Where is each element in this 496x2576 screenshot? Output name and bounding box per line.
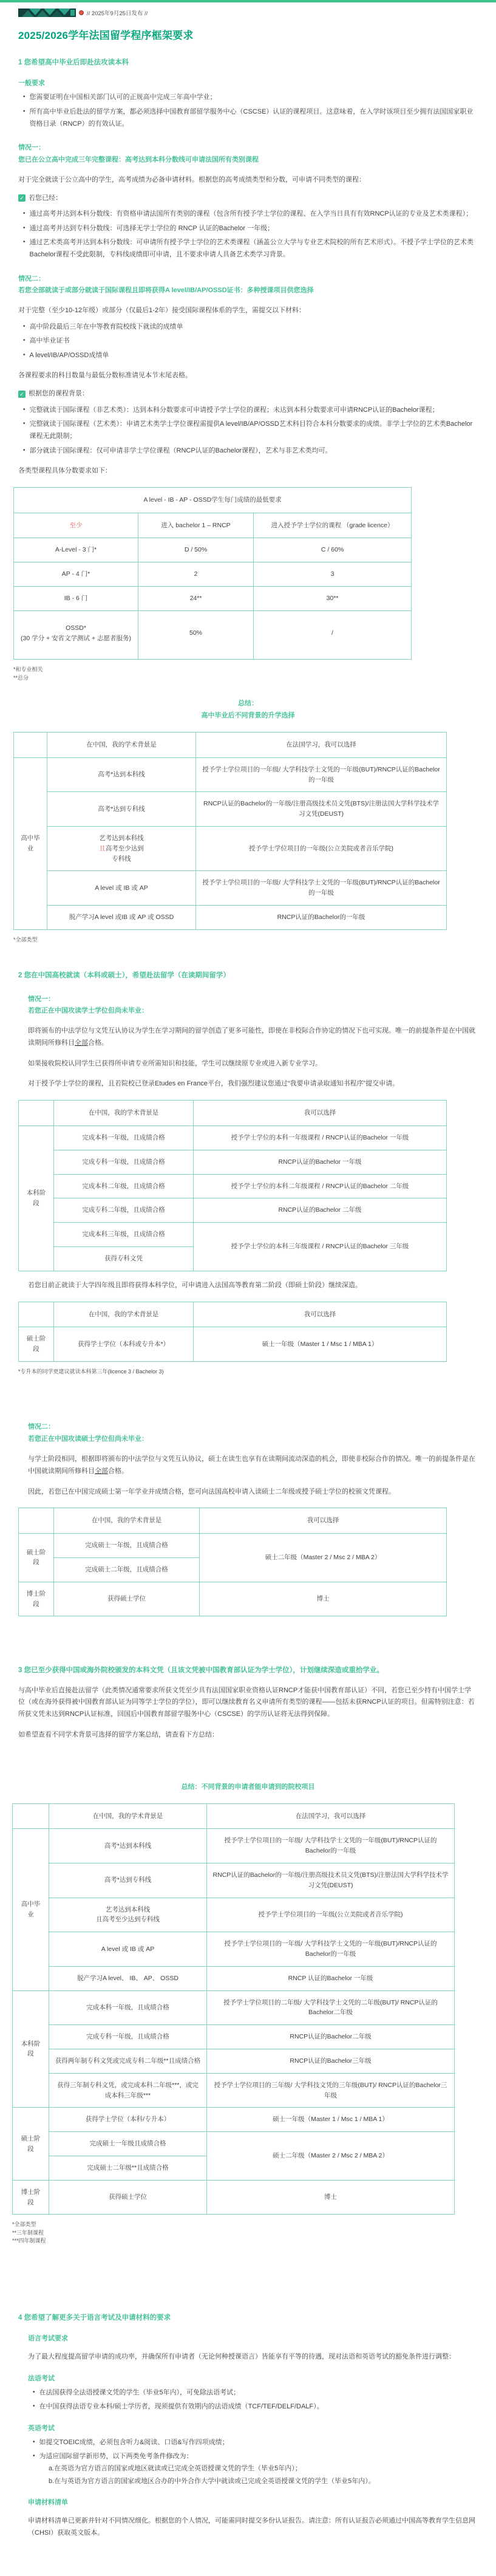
- list-item-text: 部分就读于国际课程：仅可申请非学士学位课程（RNCP认证的Bachelor课程），艺术与非艺术类均可。: [29, 446, 332, 454]
- bullet-icon: •: [23, 337, 25, 344]
- table-cell: 24**: [138, 587, 254, 611]
- list-item-text: 如提交TOEIC成绩，必须包含听力&阅读、口语&写作四项成绩；: [39, 2438, 229, 2446]
- footnote-line: *专升本的同学更建议就读本科第三年(licence 3 / Bachelor 3): [18, 1368, 164, 1375]
- table-cell: A level - IB - AP - OSSD学生每门成绩的最低要求: [14, 487, 412, 513]
- table-cell: AP - 4 门*: [14, 562, 138, 587]
- table-cell: 至少: [14, 513, 138, 538]
- table-cell: A-Level - 3 门*: [14, 538, 138, 562]
- paragraph: 如希望查看不同学术背景可选择的留学方案总结，请查看下方总结：: [18, 1731, 219, 1738]
- situation-line: 若您正在中国攻读学士学位但尚未毕业：: [28, 1006, 148, 1014]
- campus-france-logo: [18, 9, 76, 17]
- bullet-icon: •: [33, 2388, 35, 2396]
- list-item: [18, 236, 478, 261]
- list-item: [18, 404, 478, 416]
- table-cell: /: [254, 610, 412, 660]
- list-item-text: A level/IB/AP/OSSD成绩单: [29, 351, 109, 359]
- check-icon: ✓: [18, 194, 25, 202]
- spacer: [18, 1616, 478, 1650]
- list-item: [18, 222, 478, 234]
- list-item: [18, 321, 478, 333]
- table-cell: [13, 1803, 49, 1829]
- bullet-list: [28, 2436, 478, 2487]
- table-cell: 完成专科一年级，且成绩合格: [54, 1150, 194, 1174]
- bullet-icon: •: [23, 446, 25, 454]
- paragraph: 若您目前正就读于大学四年级且即将获得本科学位，可申请进入法国高等教育第二阶段（即硕士阶段）继续深造。: [28, 1281, 362, 1289]
- table-cell: 博士: [200, 1582, 447, 1616]
- summary-heading: [18, 1782, 478, 1794]
- list-item-text: 通过高考并达到本科分数线：有资格申请法国所有类别的课程（包含所有授予学士学位的课程、在入学当日具有有效RNCP认证的专业及艺术类课程）；: [29, 210, 473, 218]
- bachelor-stage-table: [18, 1100, 447, 1271]
- table-cell: 高考*达到本科线: [49, 1829, 207, 1864]
- table-wrap: [13, 487, 478, 660]
- summary-heading-line: 总结：: [238, 700, 258, 708]
- list-item-text: 所有高中毕业后赴法的留学方案，都必须选择中国教育部留学服务中心（CSCSE）认证的课程项目。这意味着，在入学时该项目至少拥有法国国家职业资格目录（RNCP）的有效认证。: [29, 108, 474, 128]
- table-cell: 高考*达到本科线: [47, 757, 196, 792]
- minimum-scores-table: [13, 487, 412, 660]
- check-text: 根据您的课程背景：: [29, 389, 89, 397]
- table-cell: 授予学士学位项目的一年级/ 大学科技学士文凭的一年级(BUT)/RNCP认证的Bachelor的一年级: [207, 1932, 455, 1967]
- table-cell: 授予学士学位项目的一年级(公立美院或者音乐学院): [207, 1898, 455, 1932]
- bullet-icon: •: [23, 210, 25, 217]
- check-icon: ✓: [18, 391, 25, 398]
- table-cell: RNCP认证的Bachelor的一年级: [196, 905, 447, 929]
- spacer: [18, 944, 478, 955]
- situation-heading: [28, 994, 478, 1017]
- table-cell: [19, 1302, 54, 1327]
- table-cell: 艺考达到本科线 且高考至少达到专科线: [49, 1898, 207, 1932]
- list-item-text: 高中阶段最后三年在中等教育院校线下就读的成绩单: [29, 323, 183, 331]
- document-header: [18, 9, 478, 17]
- bullet-icon: •: [23, 406, 25, 413]
- table-cell: [19, 1101, 54, 1126]
- highschool-summary-table: [13, 732, 447, 930]
- application-materials-heading: 申请材料清单: [28, 2498, 68, 2506]
- paragraph: 为了最大程度提高留学申请的成功率，并确保所有申请者（无论何种授课语言）皆能享有平等的待遇，现对法语和英语考试的豁免条件进行调整：: [28, 2353, 455, 2361]
- table-cell: 50%: [138, 610, 254, 660]
- french-test-heading: 法语考试: [28, 2374, 55, 2382]
- document-page: [0, 2, 496, 2576]
- table-cell: 博士: [207, 2180, 455, 2215]
- master-stage-table: [18, 1508, 447, 1616]
- list-item-text: 为适应国际留学新形势，以下两类免考条件修改为：: [39, 2452, 193, 2460]
- table-cell: 授予学士学位项目的一年级/ 大学科技学士文凭的一年级(BUT)/RNCP认证的Bachelor的一年级: [196, 871, 447, 906]
- table-cell: 博士阶段: [19, 1582, 54, 1616]
- paragraph: 申请材料清单已更新并针对不同情况细化。根据您的个人情况，可能需同时提交多份认证报告。请注意：所有认证报告必须通过中国高等教育学生信息网（CHSI）获取英文版本。: [28, 2516, 475, 2537]
- bullet-list: [28, 2386, 478, 2413]
- table-cell: 硕士一年级（Master 1 / Msc 1 / MBA 1）: [207, 2108, 455, 2132]
- list-item-text: 通过艺术类高考并达到本科分数线：可申请所有授予学士学位的艺术类课程（涵盖公立大学与专业艺术院校的所有艺术形式）。不授予学士学位的艺术类Bachelor课程不受此限制，专科线成绩即可申请，且不要求申请人具备艺术类学习背景。: [29, 239, 474, 259]
- footnote-line: **总分: [13, 674, 29, 681]
- situation-heading: [18, 142, 478, 166]
- table-cell: 高考*达到专科线: [49, 1863, 207, 1898]
- list-item: [18, 91, 478, 103]
- table-cell: RNCP认证的Bachelor 二年级: [194, 1198, 447, 1223]
- spacer: [18, 1741, 478, 1766]
- table-cell: 获得硕士学位: [54, 1582, 200, 1616]
- list-item-text: 高中毕业证书: [29, 337, 70, 345]
- list-item: [18, 418, 478, 443]
- table-cell: 授予学士学位项目的一年级/ 大学科技学士文凭的一年级(BUT)/RNCP认证的Bachelor的一年级: [207, 1829, 455, 1864]
- summary-heading-line: 总结：不同背景的申请者能申请到的院校项目: [181, 1783, 315, 1791]
- table-cell: 脱产学习A level 或IB 或 AP 或 OSSD: [47, 905, 196, 929]
- bullet-list: [18, 91, 478, 130]
- situation-line: 若您正在中国攻读硕士学位但尚未毕业：: [28, 1435, 148, 1443]
- section-2-title: 2 您在中国高校就读（本科或硕士），希望赴法留学（在读期间留学）: [18, 972, 230, 980]
- table-cell: 完成本科二年级，且成绩合格: [54, 1174, 194, 1198]
- list-item: [28, 2450, 478, 2462]
- table-cell: 3: [254, 562, 412, 587]
- table-cell: 博士阶段: [13, 2180, 49, 2215]
- footnote: [18, 1368, 478, 1376]
- section-4-title: 4 您希望了解更多关于语言考试及申请材料的要求: [18, 2314, 171, 2321]
- table-wrap: [13, 732, 478, 930]
- footnote-line: ***四年制课程: [12, 2238, 46, 2244]
- table-cell: 授予学士学位的本科三年级课程 / RNCP认证的Bachelor 三年级: [194, 1223, 447, 1271]
- table-cell: 在法国学习，我可以选择: [207, 1803, 455, 1829]
- paragraph: 如果接收院校认同学生已获得所申请专业所需知识和技能，学生可以继续原专业或进入新专业学习。: [28, 1059, 322, 1067]
- table-cell: RNCP认证的Bachelor二年级: [207, 2025, 455, 2049]
- bullet-icon: •: [23, 351, 25, 358]
- situation-line: 情况一：: [18, 144, 45, 152]
- table-wrap: [18, 1508, 478, 1616]
- bullet-icon: •: [23, 94, 25, 101]
- check-line: [18, 193, 478, 205]
- table-cell: A level 或 IB 或 AP: [49, 1932, 207, 1967]
- bullet-icon: •: [33, 2438, 35, 2445]
- table-cell: 脱产学习A level、 IB、 AP、 OSSD: [49, 1966, 207, 1990]
- table-cell: 完成硕士二年级**且成绩合格: [49, 2156, 207, 2180]
- situation-line: 若您全部就读于或部分就读于国际课程且即将获得A level/IB/AP/OSSD证书：多种授课项目供您选择: [18, 287, 314, 294]
- footnote-line: **三年制课程: [12, 2229, 44, 2236]
- table-cell: 授予学士学位项目的三年级/ 大学科技文凭的三年级(BUT)/ RNCP认证的Bachelor三年级: [207, 2073, 455, 2108]
- table-cell: 进入 bachelor 1 – RNCP: [138, 513, 254, 538]
- red-dot-icon: [79, 10, 84, 15]
- table-cell: RNCP认证的Bachelor 一年级: [194, 1150, 447, 1174]
- table-cell: 获得两年制专科文凭或完成专科二年级**且成绩合格: [49, 2049, 207, 2073]
- table-cell: RNCP认证的Bachelor三年级: [207, 2049, 455, 2073]
- list-item: [18, 106, 478, 131]
- table-cell: 我可以选择: [194, 1101, 447, 1126]
- table-wrap: [18, 1100, 478, 1271]
- paragraph: 与学士阶段相同，根据即将颁布的中法学位与文凭互认协议，硕士在读生也享有在读期间流动深造的机会，即使非校际合作的情况。唯一的前提条件是在中国就读期间所修科目全部合格。: [28, 1455, 475, 1475]
- bullet-icon: •: [23, 108, 25, 115]
- table-cell: 本科阶段: [19, 1126, 54, 1271]
- table-cell: 授予学士学位的本科二年级课程 / RNCP认证的Bachelor 二年级: [194, 1174, 447, 1198]
- global-summary-table: [12, 1803, 455, 2215]
- paragraph: 与高中毕业后直接赴法留学（此类情况通常要求所获文凭至少具有法国国家职业资格认证RNCP才能获中国教育部认证）不同，若您已至少持有中国学士学位（或在海外获得被中国教育部认证为同等学士学位的学位），即可以继续教育名义申请所有类型的课程——包括未获RNCP认证的项目。但需特别注意：若所获文凭未达到RNCP认证标准，回国后中国教育部留学服务中心（CSCSE）的学历认证将无法得到保障。: [18, 1686, 475, 1718]
- paragraph: 因此，若您已在中国完成硕士第一年学业并成绩合格，您可向法国高校申请入读硕士二年级或授予硕士学位的校颁文凭课程。: [28, 1488, 395, 1495]
- check-line: [18, 388, 478, 400]
- list-item-text: 完整就读于国际课程（艺术类）：申请艺术类学士学位课程需提供A level/IB/AP/OSSD艺术科目符合本科分数要求的成绩。非学士学位的艺术类Bachelor课程无此限制；: [29, 420, 473, 440]
- paragraph: 对于授予学士学位的课程，且若院校已登录Etudes en France平台，我们强烈建议您通过“我要申请录取通知书程序”提交申请。: [28, 1080, 399, 1088]
- bullet-icon: •: [23, 224, 25, 231]
- table-cell: RNCP认证的Bachelor的一年级/注册高级技术员文凭(BTS)/注册法国大学科学技术学习文凭(DEUST): [196, 792, 447, 827]
- table-cell: 获得专科文凭: [54, 1247, 194, 1271]
- table-cell: 高中毕业: [13, 1829, 49, 1990]
- table-cell: 高考*达到专科线: [47, 792, 196, 827]
- bullet-list: [18, 208, 478, 261]
- table-cell: 硕士一年级（Master 1 / Msc 1 / MBA 1）: [194, 1327, 447, 1362]
- table-cell: IB - 6 门: [14, 587, 138, 611]
- table-cell: 完成硕士二年级，且成绩合格: [54, 1557, 200, 1582]
- table-cell: OSSD* (30 学分 + 安省文学测试 + 志愿者服务): [14, 610, 138, 660]
- table-cell: [19, 1508, 54, 1534]
- bullet-list: [18, 404, 478, 457]
- bullet-icon: •: [23, 420, 25, 428]
- table-cell: RNCP认证的Bachelor的一年级/注册高级技术员文凭(BTS)/注册法国大学科学技术学习文凭(DEUST): [207, 1863, 455, 1898]
- list-item: [18, 208, 478, 220]
- summary-heading: [18, 698, 478, 722]
- list-item-text: 通过高考并达到专科分数线：可选择无学士学位的 RNCP 认证的Bachelor 一年级；: [29, 224, 274, 232]
- table-cell: 完成硕士一年级且成绩合格: [49, 2132, 207, 2156]
- table-cell: 在中国，我的学术背景是: [54, 1302, 194, 1327]
- table-cell: 授予学士学位项目的一年级/ 大学科技学士文凭的一年级(BUT)/RNCP认证的Bachelor的一年级: [196, 757, 447, 792]
- table-wrap: [18, 1302, 478, 1362]
- document-body: [12, 58, 478, 2540]
- language-test-heading: 语言考试要求: [28, 2335, 68, 2343]
- list-item-text: 在法国获得全法语授课文凭的学生（毕业5年内），可免除法语考试；: [39, 2388, 240, 2396]
- page-title: 2025/2026学年法国留学程序框架要求: [18, 30, 194, 41]
- paragraph: 即将颁布的中法学位与文凭互认协议为学生在学习期间的留学创造了更多可能性，即使在非校际合作协定的情况下也可实现。唯一的前提条件是在中国就读期间所修科目全部合格。: [28, 1027, 475, 1047]
- summary-heading-line: 高中毕业后不同背景的升学选择: [201, 712, 295, 720]
- sub-list-item: a.在英语为官方语言的国家或地区就读或已完成全英语授课文凭的学生（毕业5年内）；: [49, 2465, 302, 2473]
- table-cell: A level 或 IB 或 AP: [47, 871, 196, 906]
- table-cell: 授予学士学位的本科一年级课程 / RNCP认证的Bachelor 一年级: [194, 1126, 447, 1150]
- situation-line: 情况一：: [28, 995, 55, 1003]
- bullet-icon: •: [33, 2452, 35, 2459]
- bullet-icon: •: [23, 239, 25, 246]
- table-cell: 完成专科一年级，且成绩合格: [49, 2025, 207, 2049]
- situation-line: 您已在公立高中完成三年完整课程：高考达到本科分数线可申请法国所有类别课程: [18, 155, 259, 163]
- list-item: [18, 349, 478, 361]
- situation-line: 情况二：: [28, 1423, 55, 1431]
- table-cell: 30**: [254, 587, 412, 611]
- list-item: [18, 445, 478, 457]
- list-item-text: 在中国获得法语专业本科/硕士学历者，现须提供有效期内的法语成绩（TCF/TEF/DELF/DALF）。: [39, 2403, 324, 2411]
- list-item-text: 完整就读于国际课程（非艺术类）：达到本科分数要求可申请授予学士学位的课程；未达到本科分数要求可申请RNCP认证的Bachelor课程；: [29, 406, 439, 414]
- table-cell: D / 50%: [138, 538, 254, 562]
- section-1-title: 1 您希望高中毕业后即赴法攻读本科: [18, 59, 129, 66]
- footnote-line: *和专业相关: [13, 666, 43, 673]
- table-cell: C / 60%: [254, 538, 412, 562]
- paragraph: 各课程要求的科目数量与最低分数标准请见本节末尾表格。: [18, 372, 192, 380]
- english-test-heading: 英语考试: [28, 2424, 55, 2432]
- table-cell: 硕士阶段: [13, 2108, 49, 2180]
- table-cell: 硕士阶段: [19, 1534, 54, 1582]
- situation-heading: [18, 273, 478, 297]
- bullet-icon: •: [23, 323, 25, 330]
- table-cell: 艺考达到本科线 且高考至少达到 专科线: [47, 827, 196, 871]
- spacer: [18, 2246, 478, 2297]
- table-cell: RNCP 认证的Bachelor 一年级: [207, 1966, 455, 1990]
- situation-heading: [28, 1421, 478, 1445]
- table-cell: 硕士二年级（Master 2 / Msc 2 / MBA 2）: [200, 1534, 447, 1582]
- table-cell: 我可以选择: [194, 1302, 447, 1327]
- table-cell: 在中国，我的学术背景是: [49, 1803, 207, 1829]
- list-item: [28, 2386, 478, 2399]
- table-cell: 授予学士学位项目的二年级/ 大学科技学士文凭的二年级(BUT)/ RNCP认证的Bachelor二年级: [207, 1990, 455, 2025]
- table-cell: 完成硕士一年级，且成绩合格: [54, 1534, 200, 1558]
- table-cell: 在中国，我的学术背景是: [47, 733, 196, 758]
- table-cell: 完成本科三年级，且成绩合格: [54, 1223, 194, 1247]
- table-cell: 在法国学习，我可以选择: [196, 733, 447, 758]
- table-cell: 完成专科二年级，且成绩合格: [54, 1198, 194, 1223]
- sub-list-item: b.在与英语为官方语言的国家或地区合办的中外合作大学中就读或已完成全英语授课文凭的学生（毕业5年内）。: [49, 2477, 375, 2485]
- bullet-icon: •: [33, 2403, 35, 2410]
- table-cell: 本科阶段: [13, 1990, 49, 2108]
- table-cell: 我可以选择: [200, 1508, 447, 1534]
- table-cell: 硕士二年级（Master 2 / Msc 2 / MBA 2）: [207, 2132, 455, 2181]
- footnote: [13, 666, 478, 682]
- table-cell: 获得学士学位（本科或专升本*）: [54, 1327, 194, 1362]
- list-item-text: 您需要证明在中国相关部门认可的正规高中完成三年高中学业；: [29, 94, 217, 101]
- general-requirements-heading: 一般要求: [18, 80, 45, 87]
- table-cell: 2: [138, 562, 254, 587]
- paragraph: 各类型课程具体分数要求如下：: [18, 467, 112, 475]
- publish-date: // 2025年9月25日发布 //: [87, 10, 148, 17]
- list-item: [28, 2436, 478, 2448]
- master-entry-table: [18, 1302, 447, 1362]
- table-cell: 高中毕业: [14, 757, 47, 929]
- footnote-line: *全部类型: [13, 936, 38, 943]
- section-3-title: 3 您已至少获得中国或海外院校颁发的本科文凭（且该文凭被中国教育部认证为学士学位），计划继续深造或重拾学业。: [18, 1667, 384, 1675]
- table-cell: 进入授予学士学位的课程 （grade licence）: [254, 513, 412, 538]
- footnote-line: *全部类型: [12, 2221, 36, 2228]
- table-cell: 在中国，我的学术背景是: [54, 1508, 200, 1534]
- bullet-list: [18, 321, 478, 361]
- footnote: [13, 936, 478, 945]
- table-cell: 完成本科一年级，且成绩合格: [54, 1126, 194, 1150]
- spacer: [18, 1376, 478, 1409]
- list-item: [28, 2400, 478, 2413]
- situation-line: 情况二：: [18, 275, 45, 282]
- table-cell: [14, 733, 47, 758]
- table-wrap: [12, 1803, 478, 2215]
- list-item: [18, 335, 478, 347]
- table-cell: 获得三年制专科文凭，或完成本科二年级***，或完成本科三年级***: [49, 2073, 207, 2108]
- table-cell: 硕士阶段: [19, 1327, 54, 1362]
- check-text: 若您已经：: [29, 194, 62, 202]
- table-cell: 授予学士学位项目的一年级(公立美院或者音乐学院): [196, 827, 447, 871]
- table-cell: 完成本科一年级，且成绩合格: [49, 1990, 207, 2025]
- footnote: [12, 2221, 478, 2246]
- table-cell: 在中国，我的学术背景是: [54, 1101, 194, 1126]
- table-cell: 获得学士学位（本科/专升本）: [49, 2108, 207, 2132]
- table-cell: 获得硕士学位: [49, 2180, 207, 2215]
- paragraph: 对于完整（至少10-12年级）或部分（仅最后1-2年）接受国际课程体系的学生，需提交以下材料：: [18, 307, 306, 315]
- paragraph: 对于完全就读于公立高中的学生，高考成绩为必备申请材料。根据您的高考成绩类型和分数，可申请不同类型的课程：: [18, 176, 365, 183]
